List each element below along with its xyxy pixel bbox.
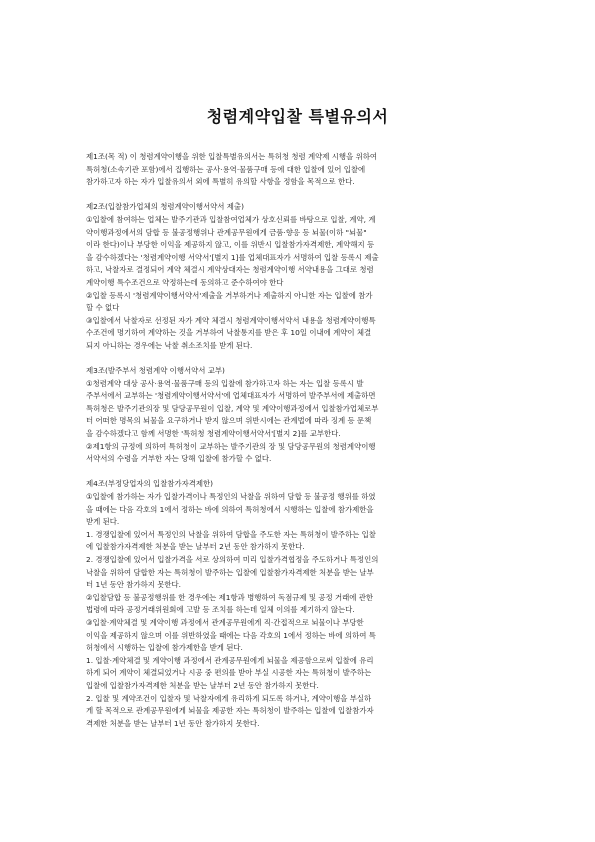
article-section bbox=[86, 151, 515, 189]
article-text-line: 하고, 낙찰자로 결정되어 계약 체결시 계약상대자는 청렴계약이행 서약내용을 그대로 청렴 bbox=[86, 265, 374, 275]
article-text-line: ②입찰 등록시 '청렴계약이행서약서'제출을 거부하거나 제출하지 아니한 자는 입찰에 참가 bbox=[86, 290, 373, 300]
article-text-line: 터 어떠한 명목의 뇌물을 요구하거나 받지 않으며 위반시에는 관계법에 따라 징계 등 문책 bbox=[86, 416, 372, 426]
article-text-line: ①입찰에 참여하는 업체는 발주기관과 입찰참여업체가 상호신뢰를 바탕으로 입찰, 계약, 계 bbox=[86, 214, 376, 224]
article-text-line: 터 1년 동안 참가하지 못한다. bbox=[86, 580, 181, 590]
article-text-line: 격제한 처분을 받는 날부터 1년 동안 참가하지 못한다. bbox=[86, 718, 260, 728]
article-text-line: 을 감수하겠다고 함께 서명한 '특허청 청렴계약이행서약서'[별지 2]를 교부한다. bbox=[86, 429, 341, 439]
article-text-line: 입찰에 입찰참가자격제한 처분을 받는 날부터 2년 동안 참가하지 못한다. bbox=[86, 680, 319, 690]
article-text-line: 이익을 제공하지 않으며 이를 위반하였을 때에는 다음 각호의 1에서 정하는 바에 의하여 특 bbox=[86, 630, 376, 640]
article-text-line: 1. 경쟁입찰에 있어서 특정인의 낙찰을 위하여 담합을 주도한 자는 특허청이 발주하는 입찰 bbox=[86, 529, 376, 539]
article-text-line: ②제1항의 규정에 의하여 특허청이 교부하는 발주기관의 장 및 담당공무원의 청렴계약이행 bbox=[86, 441, 376, 451]
article-section bbox=[86, 365, 515, 466]
article-text-line: 을 감수하겠다는 '청렴계약이행 서약서'[별지 1]를 업체대표자가 서명하여 입찰 등록시 제출 bbox=[86, 252, 379, 262]
article-section bbox=[86, 478, 515, 730]
article-text-line: 받게 된다. bbox=[86, 517, 120, 527]
article-text-line: ①입찰에 참가하는 자가 입찰가격이나 특정인의 낙찰을 위하여 담합 등 불공정 행위를 하였 bbox=[86, 492, 376, 502]
document-body bbox=[86, 151, 515, 743]
article-text-line: 주부서에서 교부하는 '청렴계약이행서약서'에 업체대표자가 서명하여 발주부서에 제출하면 bbox=[86, 391, 376, 401]
article-text-line: 에 입찰참가자격제한 처분을 받는 날부터 2년 동안 참가하지 못한다. bbox=[86, 542, 305, 552]
article-text-line: 2. 입찰 및 계약조건이 입찰자 및 낙찰자에게 유리하게 되도록 하거나, 계약이행을 부실하 bbox=[86, 693, 372, 703]
article-text-line: 계약이행 특수조건으로 약정하는데 동의하고 준수하여야 한다 bbox=[86, 277, 284, 287]
article-text-line: 제1조(목 적) 이 청렴계약이행을 위한 입찰특별유의서는 특허청 청렴 계약제 시행을 위하여 bbox=[86, 152, 377, 161]
article-text-line: 약이행과정에서의 담합 등 불공정행위나 관계공무원에게 금품·향응 등 뇌물(이하 "뇌물" bbox=[86, 227, 367, 237]
article-heading: 제2조(입찰참가업체의 청렴계약이행서약서 제출) bbox=[86, 202, 244, 212]
article-text-line: 허청에서 시행하는 입찰에 참가제한을 받게 된다. bbox=[86, 643, 243, 653]
article-text-line: ③입찰·계약체결 및 계약이행 과정에서 관계공무원에게 직·간접적으로 뇌물이나 부당한 bbox=[86, 617, 364, 627]
article-text-line: ①청렴계약 대상 공사·용역·물품구매 등의 입찰에 참가하고자 하는 자는 입찰 등록시 발 bbox=[86, 378, 364, 388]
article-text-line: 게 할 목적으로 관계공무원에게 뇌물을 제공한 자는 특허청이 발주하는 입찰에 입찰참가자 bbox=[86, 706, 374, 716]
article-text-line: ③입찰에서 낙찰자로 선정된 자가 계약 체결시 청렴계약이행서약서 내용을 청렴계약이행특 bbox=[86, 315, 376, 325]
document-title: 청렴계약입찰 특별유의서 bbox=[206, 107, 389, 126]
article-heading: 제4조(부정당업자의 입찰참가자격제한) bbox=[86, 479, 214, 489]
article-text-line: 특허청은 발주기관의장 및 담당공무원이 입찰, 계약 및 계약이행과정에서 입찰참가업체로부 bbox=[86, 403, 379, 413]
article-text-line: 법령에 따라 공정거래위원회에 고발 등 조치를 하는데 일체 이의를 제기하지 않는다. bbox=[86, 605, 355, 615]
article-text-line: ②입찰담합 등 불공정행위를 한 경우에는 제1항과 병행하여 독점규제 및 공정 거래에 관한 bbox=[86, 592, 374, 602]
article-text-line: 하게 되어 계약이 체결되었거나 시공 중 편의를 받아 부실 시공한 자는 특허청이 발주하는 bbox=[86, 668, 372, 678]
article-text-line: 할 수 없다 bbox=[86, 303, 120, 313]
article-text-line: 낙찰을 위하여 담합한 자는 특허청이 발주하는 입찰에 입찰참가자격제한 처분을 받는 날부 bbox=[86, 567, 374, 577]
article-text-line: 되지 아니하는 경우에는 낙찰 취소조치를 받게 된다. bbox=[86, 340, 253, 350]
article-text-line: 서약서의 수령을 거부한 자는 당해 입찰에 참가할 수 없다. bbox=[86, 454, 272, 464]
article-heading: 제3조(발주부서 청렴계약 이행서약서 교부) bbox=[86, 366, 225, 376]
article-text-line: 이라 한다)이나 부당한 이익을 제공하지 않고, 이를 위반시 입찰참가자격제한, 계약해지 등 bbox=[86, 240, 375, 250]
article-text-line: 을 때에는 다음 각호의 1에서 정하는 바에 의하여 특허청에서 시행하는 입찰에 참가제한을 bbox=[86, 504, 374, 514]
article-text-line: 특허청(소속기관 포함)에서 집행하는 공사·용역·물품구매 등에 대한 입찰에 있어 입찰에 bbox=[86, 164, 366, 174]
article-text-line: 참가하고자 하는 자가 입찰유의서 외에 특별히 유의할 사항을 정함을 목적으로 한다. bbox=[86, 177, 355, 187]
article-text-line: 2. 경쟁입찰에 있어서 입찰가격을 서로 상의하여 미리 입찰가격협정을 주도하거나 특정인의 bbox=[86, 555, 379, 564]
article-text-line: 1. 입찰·계약체결 및 계약이행 과정에서 관계공무원에게 뇌물을 제공함으로써 입찰에 유리 bbox=[86, 655, 374, 665]
article-text-line: 수조건에 명기하여 계약하는 것을 거부하여 낙찰통지를 받은 후 10일 이내에 계약이 체결 bbox=[86, 328, 372, 338]
article-section bbox=[86, 201, 515, 352]
